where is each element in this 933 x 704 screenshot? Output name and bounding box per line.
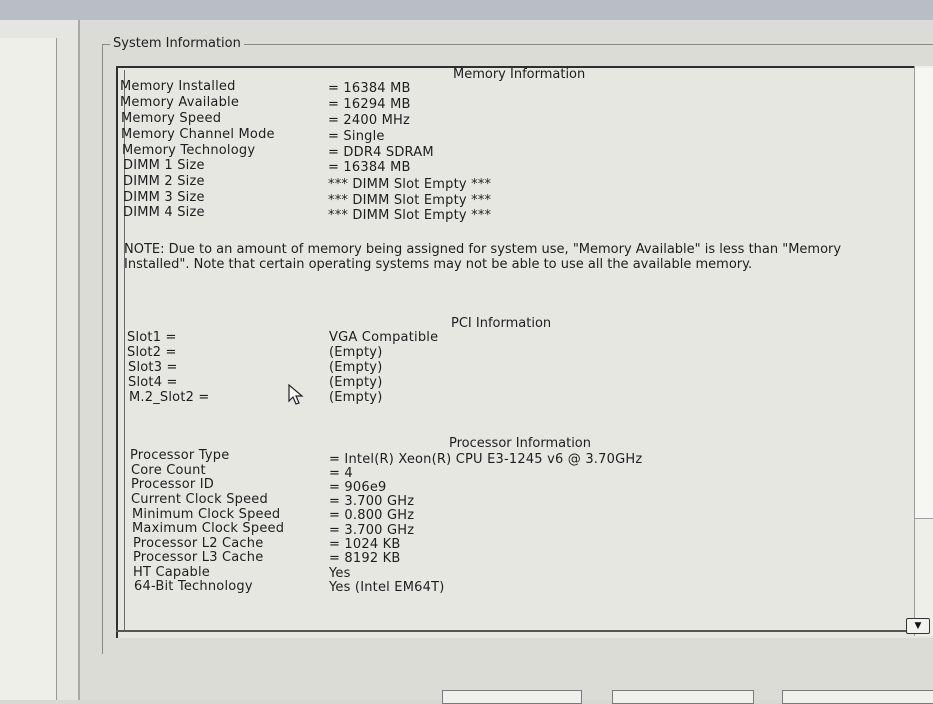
processor-row-value: = 906e9	[329, 480, 387, 495]
processor-row-label: Current Clock Speed	[131, 492, 268, 507]
memory-row-value: = DDR4 SDRAM	[328, 145, 434, 160]
scroll-down-button[interactable]: ▼	[906, 618, 930, 634]
panel-bottom-border	[116, 630, 916, 632]
bottom-button-left[interactable]	[442, 690, 582, 704]
left-navigation-list[interactable]	[0, 38, 57, 700]
top-bar	[0, 0, 933, 20]
processor-row-value: = 1024 KB	[329, 537, 401, 552]
processor-row-label: Processor ID	[131, 477, 214, 492]
processor-row-label: Processor L2 Cache	[133, 536, 264, 551]
memory-row-label: Memory Technology	[122, 143, 256, 158]
memory-row-label: Memory Available	[120, 95, 240, 110]
memory-row-label: DIMM 2 Size	[123, 174, 205, 189]
pci-row-label: Slot1 =	[127, 330, 177, 345]
memory-row-value: *** DIMM Slot Empty ***	[328, 193, 492, 208]
processor-row-label: HT Capable	[133, 565, 210, 580]
memory-row-value: = 16384 MB	[328, 81, 411, 96]
processor-row-value: = 4	[329, 466, 353, 481]
pci-row-value: VGA Compatible	[329, 330, 439, 345]
processor-row-label: Core Count	[131, 463, 206, 478]
memory-row-label: DIMM 1 Size	[123, 158, 205, 173]
pci-row-value: (Empty)	[329, 390, 383, 405]
pci-row-label: Slot4 =	[128, 375, 178, 390]
memory-row-label: Memory Speed	[121, 111, 222, 126]
processor-row-value: Yes (Intel EM64T)	[329, 580, 445, 595]
pci-row-value: (Empty)	[329, 360, 383, 375]
memory-row-label: Memory Channel Mode	[121, 127, 275, 142]
bottom-button-middle[interactable]	[612, 690, 754, 704]
processor-row-value: = 3.700 GHz	[329, 523, 415, 538]
memory-row-value: *** DIMM Slot Empty ***	[328, 177, 492, 192]
processor-row-label: Maximum Clock Speed	[132, 521, 285, 536]
pci-info-header: PCI Information	[451, 316, 552, 331]
group-box-title: System Information	[110, 36, 244, 51]
memory-row-value: *** DIMM Slot Empty ***	[328, 208, 492, 223]
memory-row-value: = 16294 MB	[328, 97, 411, 112]
memory-note: NOTE: Due to an amount of memory being assigned for system use, "Memory Available" is less than "Memory Installed". Note that certain operating systems may not be able to use all the available memory.	[124, 242, 842, 272]
pci-row-label: Slot2 =	[127, 345, 177, 360]
memory-info-header: Memory Information	[453, 67, 586, 82]
scrollbar-thumb[interactable]	[915, 68, 933, 519]
processor-row-value: = 8192 KB	[329, 551, 401, 566]
mouse-pointer-icon	[288, 384, 306, 406]
group-box-left-border	[102, 44, 103, 654]
pci-row-value: (Empty)	[329, 375, 383, 390]
memory-row-label: DIMM 3 Size	[123, 190, 205, 205]
pci-row-label: M.2_Slot2 =	[129, 390, 210, 405]
processor-row-value: = Intel(R) Xeon(R) CPU E3-1245 v6 @ 3.70GHz	[329, 452, 643, 467]
processor-row-value: = 3.700 GHz	[329, 494, 415, 509]
processor-row-label: 64-Bit Technology	[134, 579, 253, 594]
bottom-button-right[interactable]	[782, 690, 933, 704]
processor-row-label: Processor L3 Cache	[133, 550, 264, 565]
processor-row-label: Minimum Clock Speed	[132, 507, 281, 522]
memory-row-label: DIMM 4 Size	[123, 205, 205, 220]
processor-row-label: Processor Type	[130, 448, 230, 463]
memory-row-value: = 16384 MB	[328, 160, 411, 175]
memory-row-label: Memory Installed	[120, 79, 236, 94]
memory-row-value: = 2400 MHz	[328, 113, 411, 128]
pci-row-value: (Empty)	[329, 345, 383, 360]
processor-row-value: = 0.800 GHz	[329, 508, 415, 523]
pci-row-label: Slot3 =	[128, 360, 178, 375]
processor-row-value: Yes	[329, 566, 351, 581]
processor-info-header: Processor Information	[449, 436, 591, 451]
memory-row-value: = Single	[328, 129, 385, 144]
